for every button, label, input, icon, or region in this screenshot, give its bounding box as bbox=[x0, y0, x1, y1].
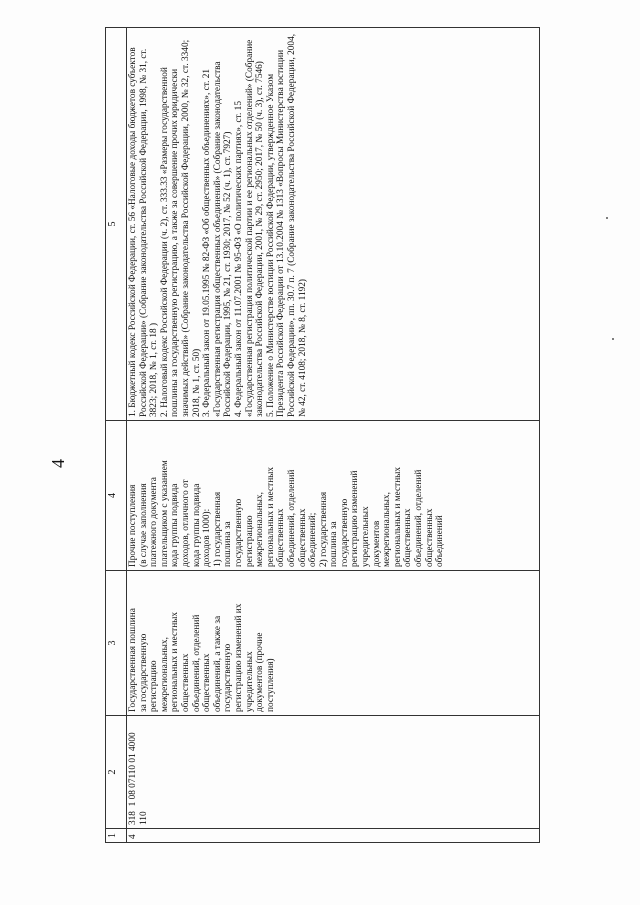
kbk-code-line: 318 1 08 07110 01 4000 bbox=[128, 732, 138, 825]
subtype-line: общественных bbox=[403, 508, 414, 567]
revenue-name-line: Государственная пошлина bbox=[128, 608, 138, 712]
subtype-line: Прочие поступления bbox=[128, 484, 138, 567]
subtype-line: пошлина за bbox=[223, 521, 234, 567]
subtype-line: объединений; bbox=[308, 512, 319, 567]
legal-basis-paragraph: 3. Федеральный закон от 19.05.1995 № 82-ФЗ «Об общественных объединениях», ст. 21 «Государственная регистрация общественных объединений» (Собрание законодательства Российской Федерации, 1995, № 21, ст. 1930; 2017, № 52 (ч. 1), ст. 7927) bbox=[202, 61, 234, 417]
kbk-code-cell bbox=[127, 716, 540, 829]
header-col-4: 4 bbox=[106, 421, 127, 571]
subtype-line: общественных bbox=[424, 508, 435, 567]
subtype-line: общественных bbox=[297, 508, 308, 567]
subtype-line: региональных и местных bbox=[265, 466, 276, 567]
table-header-row bbox=[106, 28, 127, 843]
subtype-line: (в случае заполнения bbox=[138, 483, 149, 567]
legal-basis-paragraph: 1. Бюджетный кодекс Российской Федерации, ст. 56 «Налоговые доходы бюджетов субъектов Российской Федерации» (Собрание законодательства Российской Федерации, 1998, № 31, ст. 3823; 2018, № 1, ст. 18 ) bbox=[128, 47, 160, 417]
revenue-name-line: объединений, а также за bbox=[212, 615, 223, 712]
subtype-line: государственную bbox=[339, 498, 350, 567]
subtype-line: межрегиональных, bbox=[382, 492, 393, 567]
revenue-name-line: государственную bbox=[223, 643, 234, 712]
revenue-name-line: учредительных bbox=[244, 651, 255, 712]
subtype-line: межрегиональных, bbox=[255, 492, 266, 567]
table-row bbox=[127, 28, 540, 843]
revenue-name-line: документов (прочие bbox=[255, 632, 266, 712]
legal-basis-cell bbox=[127, 28, 540, 421]
subtype-line: документов bbox=[371, 520, 382, 567]
row-number-cell: 4 bbox=[127, 829, 540, 843]
header-col-1: 1 bbox=[106, 829, 127, 843]
revenue-name-line: поступления) bbox=[265, 658, 276, 712]
revenue-name-line: регистрацию изменений их bbox=[233, 603, 244, 712]
subtype-cell bbox=[127, 421, 540, 571]
revenue-name-line: за государственную bbox=[138, 633, 149, 712]
subtype-line: кода группы подвида bbox=[170, 483, 181, 567]
subtype-line: пошлина за bbox=[329, 521, 340, 567]
subtype-line: государственную bbox=[233, 498, 244, 567]
subtype-line: регистрацию изменений bbox=[350, 470, 361, 567]
subtype-line: 2) государственная bbox=[318, 491, 329, 567]
legal-basis-paragraph: 5. Положение о Министерстве юстиции Российской Федерации, утвержденное Указом Президента Российской Федерации от 13.10.2004 № 1313 «Вопросы Министерства юстиции Российской Федерации», пп. 30.7 п. 7 (Собрание законодательства Российской Федерации, 2004, № 42, ст. 4108; 2018, № 8, ст. 1192) bbox=[265, 33, 308, 417]
kbk-code-line: 110 bbox=[138, 811, 149, 825]
subtype-line: плательщиком с указанием bbox=[159, 460, 170, 567]
subtype-line: доходов, отличного от bbox=[180, 479, 191, 567]
subtype-line: платежного документа bbox=[149, 477, 160, 567]
revenue-name-cell bbox=[127, 571, 540, 716]
subtype-line: 1) государственная bbox=[212, 491, 223, 567]
legal-basis-paragraph: 2. Налоговый кодекс Российской Федерации (ч. 2), ст. 333.33 «Размеры государственной пошлины за государственную регистрацию, а также за совершение прочих юридически значимых действий» (Собрание законодательства Российской Федерации, 2000, № 32, ст. 3340; 2018, № 1, ст. 50) bbox=[159, 39, 202, 417]
subtype-line: регистрацию bbox=[244, 515, 255, 567]
subtype-line: региональных и местных bbox=[392, 466, 403, 567]
subtype-line: объединений, отделений bbox=[414, 469, 425, 567]
subtype-line: объединений, отделений bbox=[286, 469, 297, 567]
subtype-line: кода группы подвида bbox=[191, 483, 202, 567]
subtype-line: общественных bbox=[276, 508, 287, 567]
revenue-name-line: общественных bbox=[202, 653, 213, 712]
header-col-5: 5 bbox=[106, 28, 127, 421]
revenue-name-line: региональных и местных bbox=[170, 611, 181, 712]
revenue-name-line: регистрацию bbox=[149, 660, 160, 712]
revenue-name-line: объединений, отделений bbox=[191, 614, 202, 712]
subtype-line: учредительных bbox=[361, 506, 372, 567]
subtype-line: объединений bbox=[435, 515, 446, 567]
header-col-3: 3 bbox=[106, 571, 127, 716]
revenue-name-line: межрегиональных, bbox=[159, 637, 170, 712]
legal-table bbox=[105, 27, 540, 843]
page-number: 4 bbox=[48, 459, 68, 468]
header-col-2: 2 bbox=[106, 716, 127, 829]
legal-basis-paragraph: 4. Федеральный закон от 11.07.2001 № 95-ФЗ «О политических партиях», ст. 15 «Государственная регистрация политической партии и ее региональных отделений» (Собрание законодательства Российской Федерации, 2001, № 29, ст. 2950; 2017, № 50 (ч. 3), ст. 7546) bbox=[233, 39, 266, 417]
revenue-name-line: общественных bbox=[180, 653, 191, 712]
subtype-line: доходов 1000): bbox=[202, 508, 213, 567]
